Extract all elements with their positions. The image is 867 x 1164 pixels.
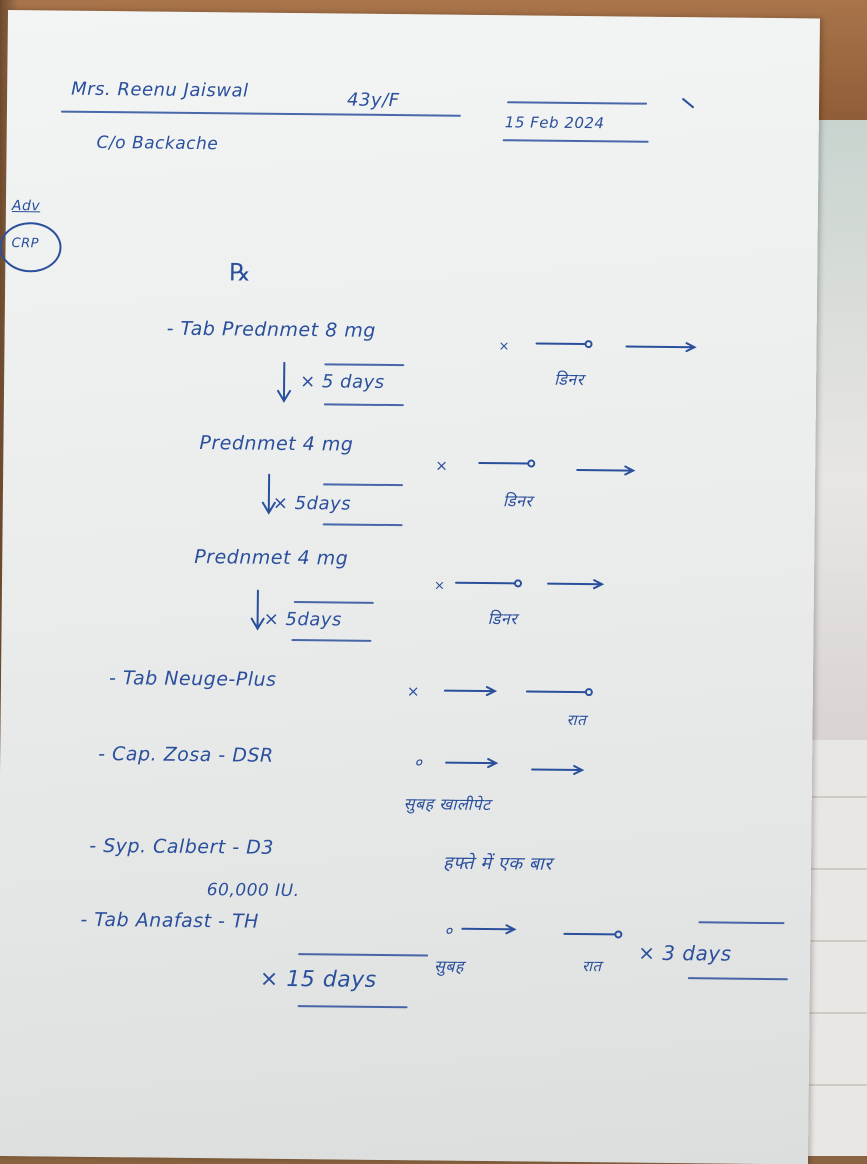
corner-mark [683, 99, 693, 107]
chief-complaint: C/o Backache [96, 132, 219, 155]
schedule-7b [564, 934, 614, 935]
investigation-crp: CRP [11, 236, 40, 252]
med-3-duration: × 5days [263, 608, 342, 631]
schedule-5a [446, 759, 496, 768]
arrow-down-2 [263, 475, 275, 513]
med-3-dose-note: डिनर [487, 609, 518, 629]
med-3-mark: × [433, 578, 446, 594]
patient-name: Mrs. Reenu Jaiswal [71, 78, 249, 102]
tiled-floor [805, 740, 867, 1156]
schedule-1a [537, 344, 585, 345]
prescription-date: 15 Feb 2024 [504, 113, 605, 133]
advice-label: Adv [11, 198, 41, 215]
med-6-strength: 60,000 IU. [206, 880, 300, 902]
dosing-schedule-marks [0, 10, 820, 1164]
med-2-name: Prednmet 4 mg [199, 432, 354, 456]
prescription-sheet [0, 10, 820, 1164]
med-4-mark: × [406, 682, 421, 701]
med-5-dose-note: सुबह खालीपेट [403, 794, 491, 815]
rx-symbol: ℞ [229, 258, 252, 287]
med-3-name: Prednmet 4 mg [194, 545, 349, 570]
arrow-down-1 [278, 363, 290, 401]
schedule-2a [479, 463, 527, 464]
schedule-3a [456, 583, 514, 584]
med-7-dose-note-morning: सुबह [433, 956, 465, 976]
med-1-name: - Tab Prednmet 8 mg [166, 317, 376, 342]
schedule-1b [626, 342, 694, 351]
med-2-mark: × [435, 456, 449, 475]
schedule-4a [445, 687, 495, 696]
schedule-5b [532, 766, 582, 775]
schedule-4b [527, 691, 585, 692]
schedule-3b [548, 580, 602, 589]
med-7-duration-short: × 3 days [638, 940, 732, 966]
med-5-name: - Cap. Zosa - DSR [98, 742, 274, 767]
med-7-mark: ० [444, 921, 453, 940]
arrow-down-3 [252, 591, 264, 629]
med-7-name: - Tab Anafast - TH [80, 908, 260, 933]
med-1-mark: × [498, 339, 510, 355]
med-6-name: - Syp. Calbert - D3 [89, 834, 275, 859]
med-4-dose-note: रात [566, 710, 587, 730]
med-2-dose-note: डिनर [502, 491, 533, 511]
med-1-dose-note: डिनर [554, 369, 584, 390]
med-7-dose-note-night: रात [581, 957, 602, 976]
med-1-duration: × 5 days [300, 371, 385, 393]
med-4-name: - Tab Neuge-Plus [108, 667, 277, 691]
med-7-duration: × 15 days [259, 966, 377, 993]
patient-age-sex: 43y/F [346, 89, 400, 112]
med-6-dose-note: हफ्ते में एक बार [442, 852, 553, 875]
schedule-7a [462, 925, 514, 934]
med-5-mark: ० [414, 753, 423, 772]
schedule-2b [577, 466, 633, 475]
med-2-duration: × 5days [272, 492, 352, 515]
